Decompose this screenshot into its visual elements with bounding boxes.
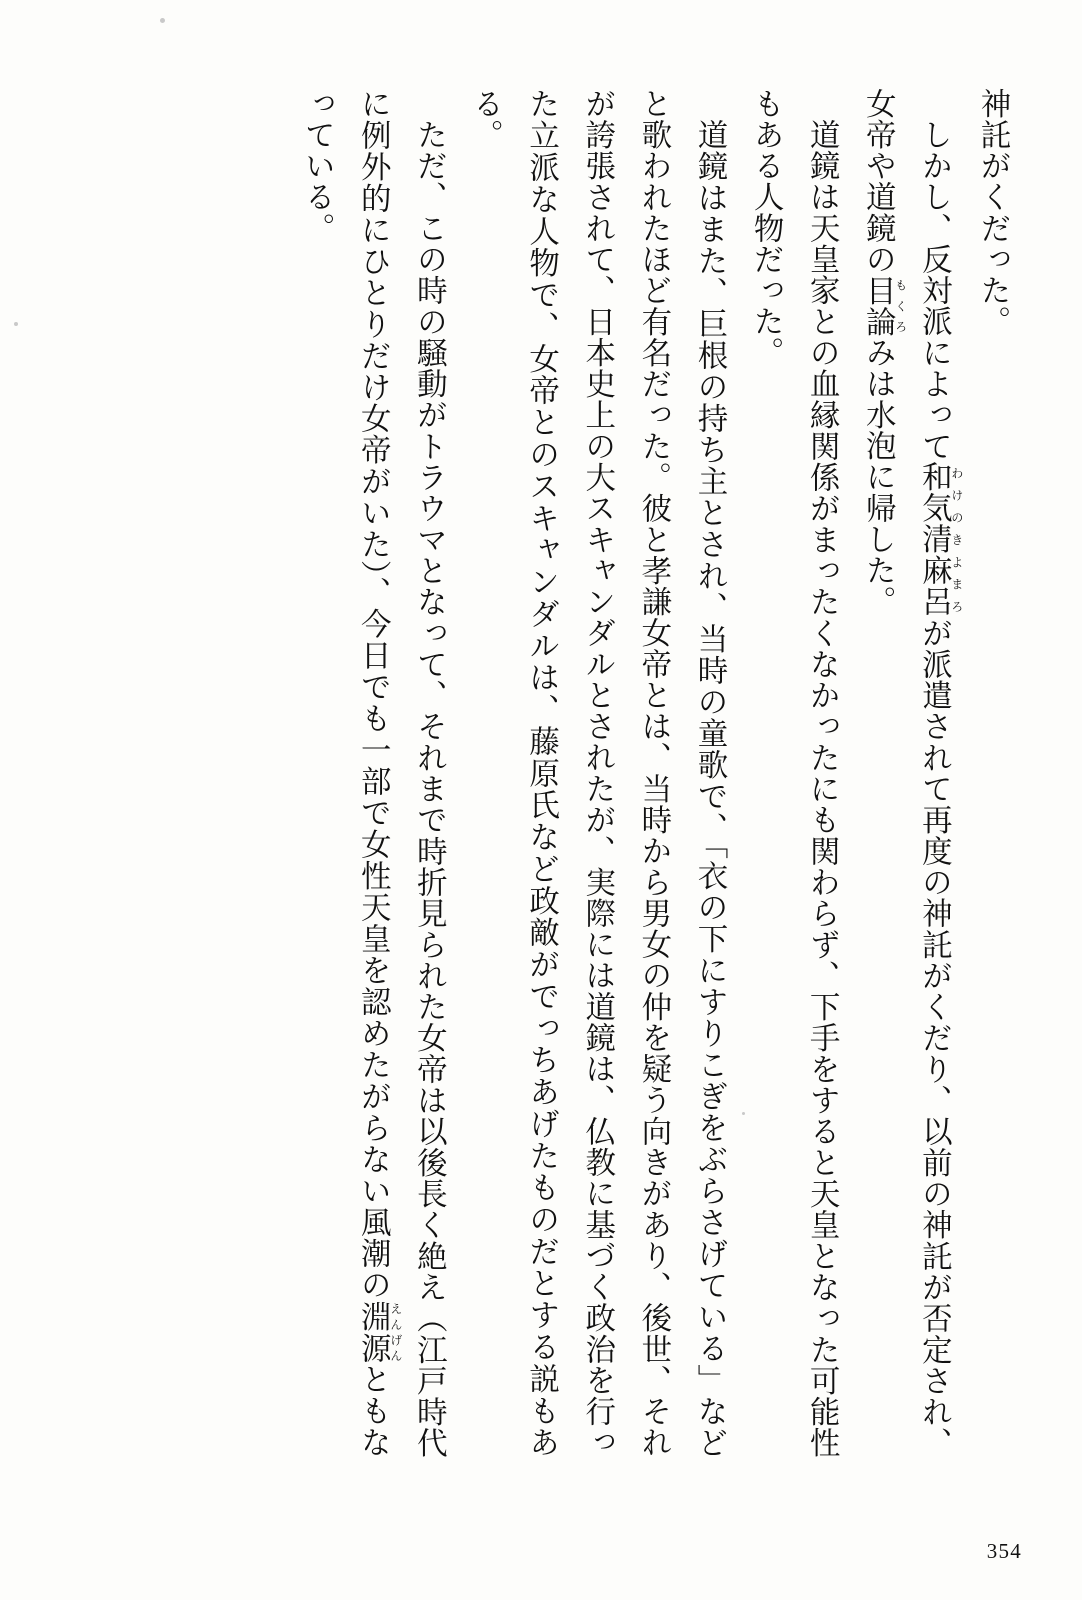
page-body-text <box>100 88 1020 1458</box>
ruby-text: 淵源えんげん <box>355 1300 403 1364</box>
paragraph: 道鏡は天皇家との血縁関係がまったくなかったにも関わらず、下手をすると天皇となった可能性もある人物だった。 <box>748 88 840 1458</box>
ruby-text: 目論もくろ <box>860 274 908 337</box>
ruby-text: 和気清麻呂わけのきよまろ <box>916 461 964 617</box>
page-number: 354 <box>986 1539 1022 1563</box>
paragraph: しかし、反対派によって和気清麻呂わけのきよまろが派遣されて再度の神託がくだり、以前の神託が否定され、女帝や道鏡の目論もくろみは水泡に帰した。 <box>860 88 964 1458</box>
paragraph: 道鏡はまた、巨根の持ち主とされ、当時の童歌で、「衣の下にすりこぎをぶらさげている」などと歌われたほど有名だった。彼と孝謙女帝とは、当時から男女の仲を疑う向きがあり、後世、それが誇張されて、日本史上の大スキャンダルとされたが、実際には道鏡は、仏教に基づく政治を行った立派な人物で、女帝とのスキャンダルは、藤原氏など政敵がでっちあげたものだとする説もある。 <box>467 88 727 1458</box>
furigana: わけのきよまろ <box>949 461 964 617</box>
scan-speck <box>160 18 165 23</box>
furigana: もくろ <box>893 274 908 337</box>
paragraph: ただ、この時の騒動がトラウマとなって、それまで時折見られた女帝は以後長く絶え（江戸時代に例外的にひとりだけ女帝がいた）、今日でも一部で女性天皇を認めたがらない風潮の淵源えんげんともなっている。 <box>299 88 447 1458</box>
paragraph: 神託がくだった。 <box>975 88 1010 337</box>
scan-speck <box>14 322 18 326</box>
furigana: えんげん <box>388 1300 403 1364</box>
